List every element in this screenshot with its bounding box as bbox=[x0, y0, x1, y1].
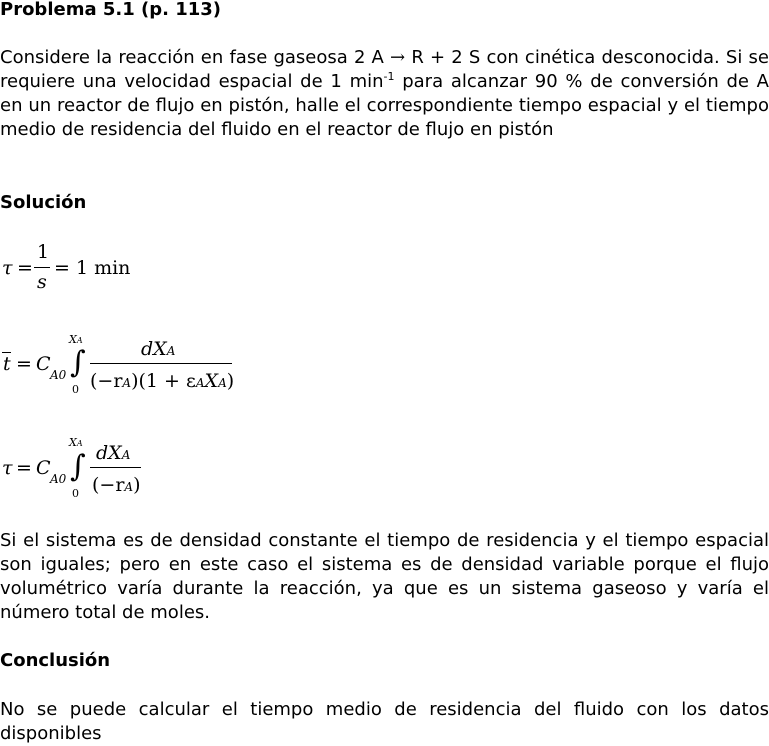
eq2-overbar bbox=[2, 352, 11, 353]
integral-sign: ∫ bbox=[70, 345, 86, 380]
integral-sign: ∫ bbox=[70, 449, 86, 484]
eq3-numerator: dXA bbox=[96, 442, 131, 464]
eq1-lhs: τ bbox=[2, 257, 13, 279]
statement-text-before-arrow: Considere la reacción en fase gaseosa 2 A bbox=[0, 47, 384, 68]
eq3-lower-limit: 0 bbox=[72, 487, 79, 500]
reaction-arrow: → bbox=[390, 47, 406, 68]
eq2-equals: = bbox=[16, 353, 32, 375]
eq2-numerator: dXA bbox=[141, 338, 176, 360]
eq3-equals: = bbox=[16, 457, 32, 479]
eq3-fraction-bar bbox=[90, 467, 141, 468]
eq1-denominator: s bbox=[37, 271, 47, 293]
eq2-coefficient-sub: A0 bbox=[50, 368, 67, 382]
problem-title: Problema 5.1 (p. 113) bbox=[0, 0, 222, 20]
eq2-denominator: (−rA)(1 + εAXA) bbox=[90, 370, 235, 392]
statement-text-rest: para alcanzar 90 % de conversión de A en un reactor de flujo en pistón, halle el correspondiente tiempo espacial y el tiempo medio de residencia del fluido en el reactor de flujo en pistón bbox=[0, 71, 769, 140]
eq3-coefficient-sub: A0 bbox=[50, 472, 67, 486]
eq1-numerator: 1 bbox=[37, 241, 50, 263]
eq3-upper-limit: XA bbox=[69, 436, 83, 449]
eq3-lhs: τ bbox=[2, 457, 13, 479]
equation-space-time-integral bbox=[0, 434, 200, 504]
problem-statement bbox=[0, 46, 769, 142]
eq2-fraction-bar bbox=[90, 363, 232, 364]
conclusion-heading: Conclusión bbox=[0, 650, 111, 671]
eq3-coefficient: C bbox=[36, 457, 51, 479]
discussion-paragraph: Si el sistema es de densidad constante el tiempo de residencia y el tiempo espacial son iguales; pero en este caso el sistema es de densidad variable porque el flujo volumétrico varía durante la reacción, ya que es un sistema gaseoso y varía el número total de moles. bbox=[0, 530, 769, 623]
solution-heading: Solución bbox=[0, 192, 87, 213]
eq2-lower-limit: 0 bbox=[72, 383, 79, 396]
eq2-coefficient: C bbox=[36, 353, 51, 375]
statement-text-after-arrow: R + 2 S con cinética desconocida. Si se requiere una velocidad espacial de 1 min bbox=[0, 47, 769, 92]
conclusion-paragraph: No se puede calcular el tiempo medio de residencia del fluido con los datos disponibles bbox=[0, 699, 769, 744]
eq1-rhs: = 1 min bbox=[54, 257, 131, 279]
eq2-upper-limit: XA bbox=[69, 333, 83, 346]
equation-mean-residence-time bbox=[0, 332, 260, 402]
eq2-lhs: t bbox=[3, 353, 11, 375]
unit-exponent: -1 bbox=[383, 70, 395, 83]
eq1-equals: = bbox=[17, 257, 33, 279]
equation-space-time bbox=[0, 240, 200, 300]
eq1-fraction-bar bbox=[34, 267, 50, 268]
eq3-denominator: (−rA) bbox=[92, 474, 141, 496]
